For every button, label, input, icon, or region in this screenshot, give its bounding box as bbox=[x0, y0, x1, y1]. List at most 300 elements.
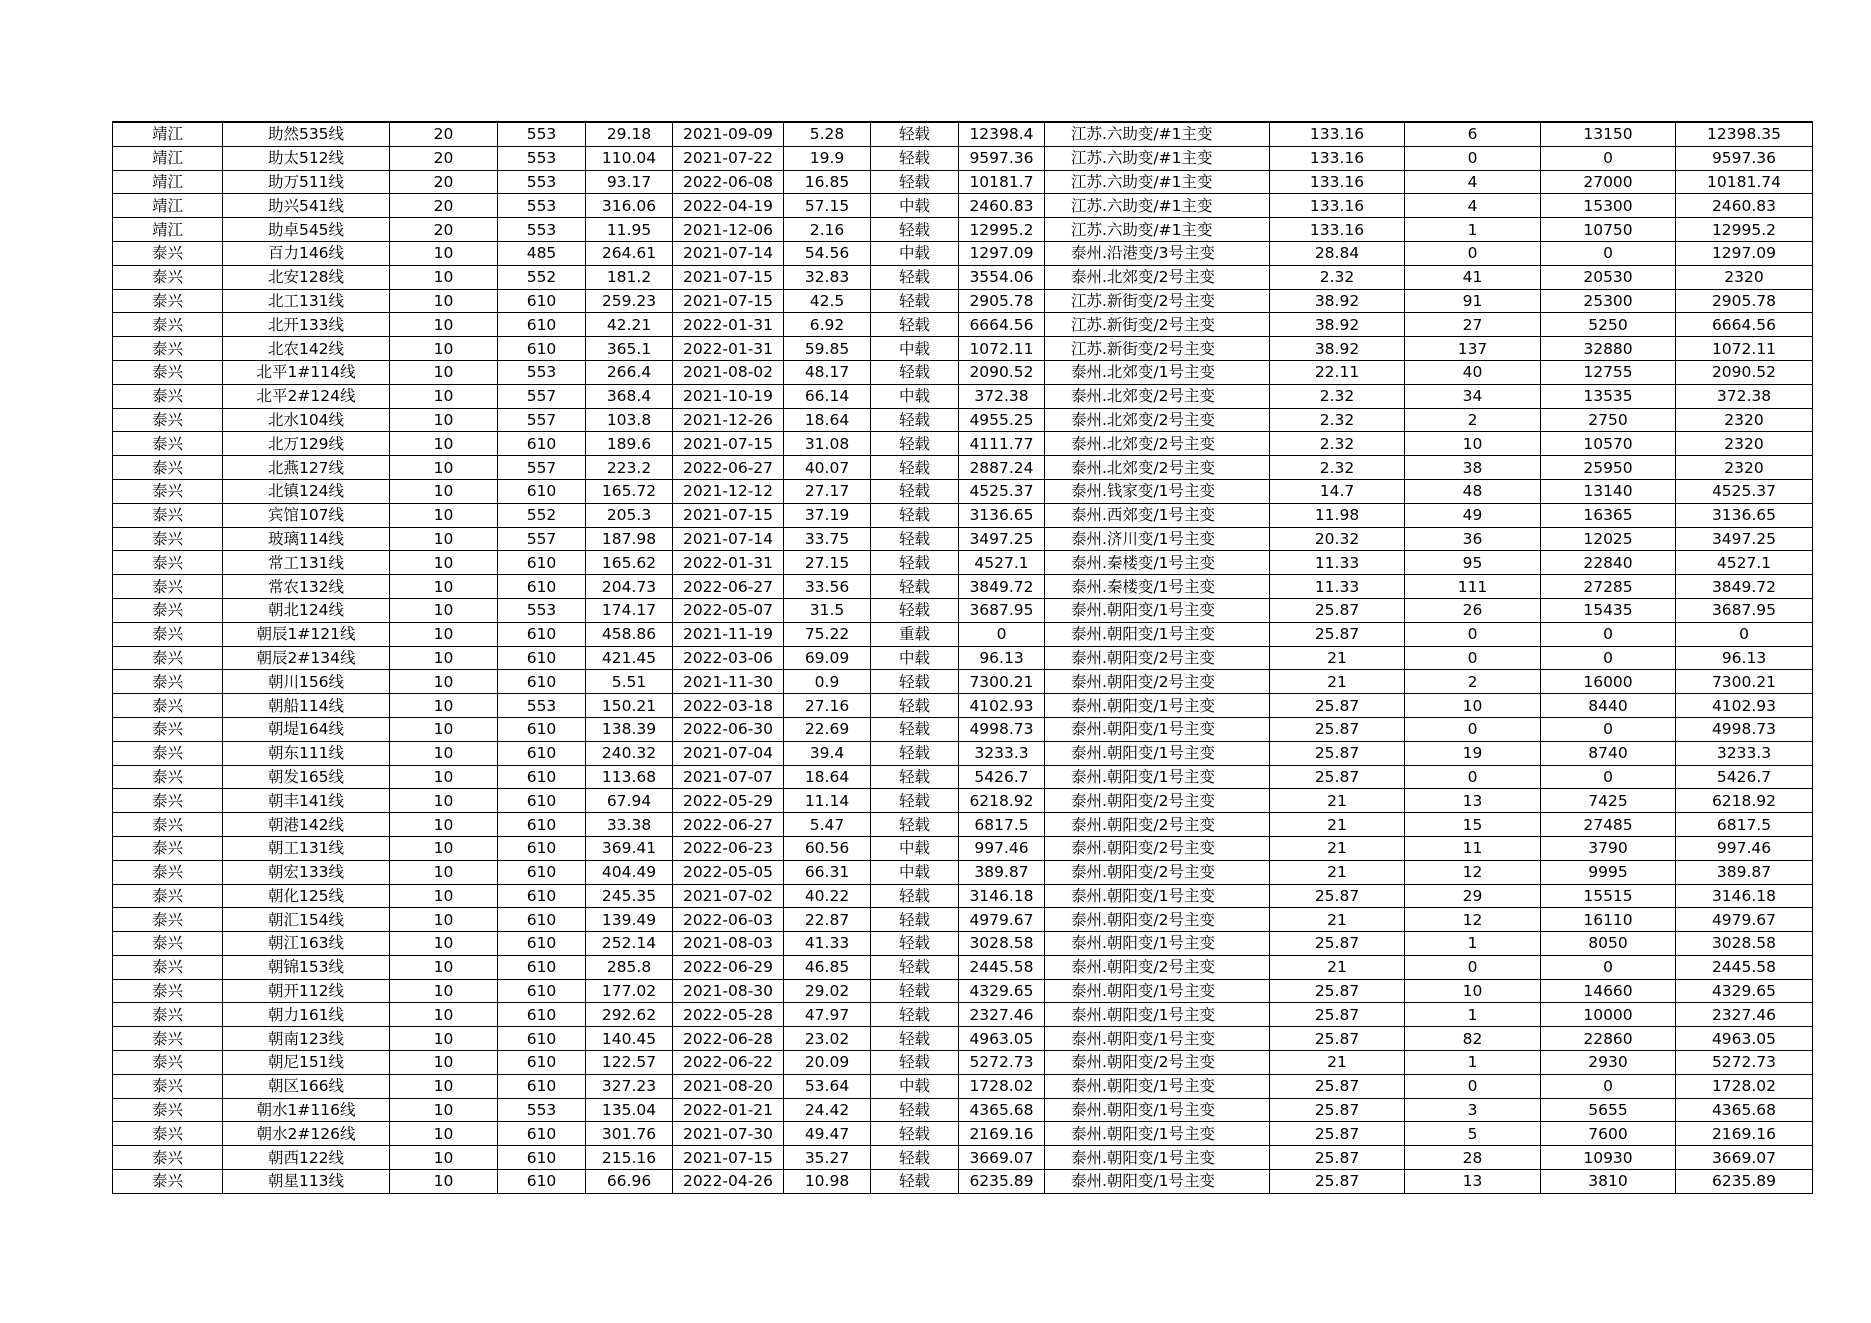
cell-load-rate: 2.16 bbox=[784, 218, 871, 242]
table-row bbox=[113, 741, 1813, 765]
cell-date: 2021-11-30 bbox=[673, 670, 784, 694]
cell-voltage-level: 10 bbox=[390, 479, 498, 503]
cell-current: 113.68 bbox=[586, 765, 673, 789]
cell-user-count: 0 bbox=[1405, 765, 1541, 789]
cell-load-rate: 27.15 bbox=[784, 551, 871, 575]
cell-available-capacity: 5272.73 bbox=[1676, 1051, 1813, 1075]
cell-transformer-capacity: 25.87 bbox=[1270, 694, 1405, 718]
cell-remaining-capacity: 3136.65 bbox=[959, 503, 1045, 527]
cell-load-rate: 66.31 bbox=[784, 860, 871, 884]
cell-installed-capacity: 0 bbox=[1541, 765, 1676, 789]
cell-transformer-capacity: 25.87 bbox=[1270, 765, 1405, 789]
cell-voltage-level: 10 bbox=[390, 979, 498, 1003]
cell-current: 223.2 bbox=[586, 456, 673, 480]
cell-remaining-capacity: 1297.09 bbox=[959, 241, 1045, 265]
cell-installed-capacity: 10930 bbox=[1541, 1146, 1676, 1170]
cell-date: 2021-07-14 bbox=[673, 527, 784, 551]
cell-load-rate: 18.64 bbox=[784, 765, 871, 789]
cell-user-count: 28 bbox=[1405, 1146, 1541, 1170]
table-row bbox=[113, 908, 1813, 932]
cell-current: 42.21 bbox=[586, 313, 673, 337]
cell-region: 泰兴 bbox=[113, 1003, 223, 1027]
cell-remaining-capacity: 2887.24 bbox=[959, 456, 1045, 480]
cell-voltage-level: 10 bbox=[390, 694, 498, 718]
cell-installed-capacity: 20530 bbox=[1541, 265, 1676, 289]
cell-date: 2022-05-05 bbox=[673, 860, 784, 884]
cell-wire-type: 553 bbox=[498, 122, 586, 146]
cell-region: 泰兴 bbox=[113, 1122, 223, 1146]
cell-installed-capacity: 13535 bbox=[1541, 384, 1676, 408]
cell-region: 泰兴 bbox=[113, 265, 223, 289]
cell-transformer-capacity: 2.32 bbox=[1270, 384, 1405, 408]
cell-current: 245.35 bbox=[586, 884, 673, 908]
cell-current: 165.62 bbox=[586, 551, 673, 575]
cell-wire-type: 610 bbox=[498, 860, 586, 884]
cell-transformer: 泰州.朝阳变/1号主变 bbox=[1045, 1074, 1270, 1098]
cell-user-count: 38 bbox=[1405, 456, 1541, 480]
cell-remaining-capacity: 7300.21 bbox=[959, 670, 1045, 694]
table-row bbox=[113, 979, 1813, 1003]
cell-transformer: 江苏.六助变/#1主变 bbox=[1045, 218, 1270, 242]
cell-remaining-capacity: 4102.93 bbox=[959, 694, 1045, 718]
cell-current: 365.1 bbox=[586, 337, 673, 361]
cell-date: 2022-03-06 bbox=[673, 646, 784, 670]
cell-transformer-capacity: 14.7 bbox=[1270, 479, 1405, 503]
cell-available-capacity: 7300.21 bbox=[1676, 670, 1813, 694]
cell-date: 2022-06-27 bbox=[673, 813, 784, 837]
cell-voltage-level: 20 bbox=[390, 194, 498, 218]
cell-load-status: 重载 bbox=[871, 622, 959, 646]
cell-user-count: 5 bbox=[1405, 1122, 1541, 1146]
cell-date: 2022-05-29 bbox=[673, 789, 784, 813]
table-row bbox=[113, 789, 1813, 813]
cell-transformer-capacity: 21 bbox=[1270, 1051, 1405, 1075]
cell-region: 泰兴 bbox=[113, 1170, 223, 1194]
cell-wire-type: 610 bbox=[498, 1122, 586, 1146]
cell-user-count: 4 bbox=[1405, 170, 1541, 194]
cell-transformer-capacity: 25.87 bbox=[1270, 1146, 1405, 1170]
cell-available-capacity: 2320 bbox=[1676, 265, 1813, 289]
cell-region: 靖江 bbox=[113, 170, 223, 194]
cell-load-status: 轻载 bbox=[871, 575, 959, 599]
cell-region: 泰兴 bbox=[113, 479, 223, 503]
table-row bbox=[113, 1003, 1813, 1027]
cell-date: 2021-12-12 bbox=[673, 479, 784, 503]
cell-line-name: 北水104线 bbox=[223, 408, 390, 432]
cell-region: 泰兴 bbox=[113, 670, 223, 694]
cell-transformer: 泰州.朝阳变/1号主变 bbox=[1045, 1003, 1270, 1027]
cell-line-name: 助太512线 bbox=[223, 146, 390, 170]
cell-current: 458.86 bbox=[586, 622, 673, 646]
cell-transformer: 江苏.六助变/#1主变 bbox=[1045, 122, 1270, 146]
cell-transformer: 泰州.北郊变/2号主变 bbox=[1045, 456, 1270, 480]
cell-region: 泰兴 bbox=[113, 241, 223, 265]
cell-wire-type: 610 bbox=[498, 741, 586, 765]
cell-region: 泰兴 bbox=[113, 456, 223, 480]
cell-transformer-capacity: 133.16 bbox=[1270, 146, 1405, 170]
cell-remaining-capacity: 5272.73 bbox=[959, 1051, 1045, 1075]
cell-transformer-capacity: 22.11 bbox=[1270, 360, 1405, 384]
cell-line-name: 朝东111线 bbox=[223, 741, 390, 765]
cell-date: 2022-06-08 bbox=[673, 170, 784, 194]
cell-transformer: 泰州.朝阳变/1号主变 bbox=[1045, 598, 1270, 622]
cell-transformer-capacity: 21 bbox=[1270, 860, 1405, 884]
cell-wire-type: 553 bbox=[498, 218, 586, 242]
cell-available-capacity: 1728.02 bbox=[1676, 1074, 1813, 1098]
cell-wire-type: 610 bbox=[498, 717, 586, 741]
cell-installed-capacity: 25950 bbox=[1541, 456, 1676, 480]
cell-voltage-level: 10 bbox=[390, 813, 498, 837]
cell-transformer-capacity: 11.98 bbox=[1270, 503, 1405, 527]
cell-voltage-level: 10 bbox=[390, 741, 498, 765]
cell-available-capacity: 4365.68 bbox=[1676, 1098, 1813, 1122]
cell-load-status: 中载 bbox=[871, 1074, 959, 1098]
cell-line-name: 常工131线 bbox=[223, 551, 390, 575]
cell-voltage-level: 10 bbox=[390, 789, 498, 813]
cell-available-capacity: 4329.65 bbox=[1676, 979, 1813, 1003]
cell-transformer: 泰州.朝阳变/1号主变 bbox=[1045, 1098, 1270, 1122]
cell-region: 泰兴 bbox=[113, 979, 223, 1003]
cell-installed-capacity: 2750 bbox=[1541, 408, 1676, 432]
cell-load-status: 轻载 bbox=[871, 146, 959, 170]
cell-wire-type: 610 bbox=[498, 765, 586, 789]
cell-available-capacity: 4963.05 bbox=[1676, 1027, 1813, 1051]
cell-remaining-capacity: 6218.92 bbox=[959, 789, 1045, 813]
cell-current: 33.38 bbox=[586, 813, 673, 837]
cell-date: 2021-08-20 bbox=[673, 1074, 784, 1098]
cell-voltage-level: 10 bbox=[390, 265, 498, 289]
cell-current: 29.18 bbox=[586, 122, 673, 146]
cell-installed-capacity: 3790 bbox=[1541, 836, 1676, 860]
cell-wire-type: 610 bbox=[498, 1003, 586, 1027]
cell-current: 421.45 bbox=[586, 646, 673, 670]
cell-remaining-capacity: 10181.7 bbox=[959, 170, 1045, 194]
cell-remaining-capacity: 2169.16 bbox=[959, 1122, 1045, 1146]
cell-load-status: 轻载 bbox=[871, 170, 959, 194]
cell-line-name: 朝北124线 bbox=[223, 598, 390, 622]
cell-load-rate: 23.02 bbox=[784, 1027, 871, 1051]
cell-voltage-level: 10 bbox=[390, 1146, 498, 1170]
cell-region: 泰兴 bbox=[113, 955, 223, 979]
cell-installed-capacity: 27000 bbox=[1541, 170, 1676, 194]
cell-load-rate: 57.15 bbox=[784, 194, 871, 218]
cell-line-name: 朝西122线 bbox=[223, 1146, 390, 1170]
cell-transformer-capacity: 133.16 bbox=[1270, 194, 1405, 218]
cell-transformer-capacity: 21 bbox=[1270, 646, 1405, 670]
cell-load-rate: 66.14 bbox=[784, 384, 871, 408]
cell-region: 泰兴 bbox=[113, 337, 223, 361]
cell-transformer-capacity: 38.92 bbox=[1270, 289, 1405, 313]
cell-load-rate: 47.97 bbox=[784, 1003, 871, 1027]
cell-wire-type: 610 bbox=[498, 1051, 586, 1075]
cell-date: 2022-06-30 bbox=[673, 717, 784, 741]
cell-available-capacity: 4527.1 bbox=[1676, 551, 1813, 575]
cell-current: 140.45 bbox=[586, 1027, 673, 1051]
cell-transformer: 江苏.新街变/2号主变 bbox=[1045, 313, 1270, 337]
table-row bbox=[113, 622, 1813, 646]
cell-region: 泰兴 bbox=[113, 503, 223, 527]
cell-line-name: 北农142线 bbox=[223, 337, 390, 361]
cell-transformer: 江苏.六助变/#1主变 bbox=[1045, 146, 1270, 170]
cell-wire-type: 485 bbox=[498, 241, 586, 265]
cell-line-name: 朝水1#116线 bbox=[223, 1098, 390, 1122]
cell-remaining-capacity: 389.87 bbox=[959, 860, 1045, 884]
cell-region: 泰兴 bbox=[113, 408, 223, 432]
cell-transformer-capacity: 25.87 bbox=[1270, 1027, 1405, 1051]
cell-wire-type: 610 bbox=[498, 1146, 586, 1170]
cell-region: 泰兴 bbox=[113, 575, 223, 599]
cell-line-name: 朝尼151线 bbox=[223, 1051, 390, 1075]
cell-region: 泰兴 bbox=[113, 313, 223, 337]
cell-installed-capacity: 8740 bbox=[1541, 741, 1676, 765]
cell-voltage-level: 10 bbox=[390, 432, 498, 456]
cell-wire-type: 610 bbox=[498, 646, 586, 670]
cell-date: 2021-10-19 bbox=[673, 384, 784, 408]
cell-region: 泰兴 bbox=[113, 432, 223, 456]
cell-current: 205.3 bbox=[586, 503, 673, 527]
cell-load-rate: 22.87 bbox=[784, 908, 871, 932]
cell-installed-capacity: 0 bbox=[1541, 622, 1676, 646]
cell-load-rate: 22.69 bbox=[784, 717, 871, 741]
cell-user-count: 12 bbox=[1405, 860, 1541, 884]
table-row bbox=[113, 551, 1813, 575]
cell-line-name: 朝工131线 bbox=[223, 836, 390, 860]
cell-available-capacity: 2320 bbox=[1676, 432, 1813, 456]
cell-user-count: 111 bbox=[1405, 575, 1541, 599]
cell-current: 292.62 bbox=[586, 1003, 673, 1027]
cell-transformer: 泰州.朝阳变/2号主变 bbox=[1045, 836, 1270, 860]
cell-load-status: 中载 bbox=[871, 194, 959, 218]
cell-remaining-capacity: 2090.52 bbox=[959, 360, 1045, 384]
cell-date: 2021-07-15 bbox=[673, 503, 784, 527]
cell-load-status: 轻载 bbox=[871, 122, 959, 146]
cell-transformer-capacity: 21 bbox=[1270, 789, 1405, 813]
cell-wire-type: 553 bbox=[498, 598, 586, 622]
cell-installed-capacity: 15515 bbox=[1541, 884, 1676, 908]
cell-user-count: 29 bbox=[1405, 884, 1541, 908]
cell-transformer: 泰州.朝阳变/2号主变 bbox=[1045, 955, 1270, 979]
cell-transformer: 泰州.秦楼变/1号主变 bbox=[1045, 551, 1270, 575]
cell-region: 泰兴 bbox=[113, 360, 223, 384]
table-row bbox=[113, 432, 1813, 456]
cell-load-status: 轻载 bbox=[871, 979, 959, 1003]
cell-available-capacity: 6817.5 bbox=[1676, 813, 1813, 837]
cell-load-rate: 41.33 bbox=[784, 932, 871, 956]
cell-transformer: 泰州.朝阳变/2号主变 bbox=[1045, 670, 1270, 694]
cell-load-rate: 33.75 bbox=[784, 527, 871, 551]
cell-line-name: 朝江163线 bbox=[223, 932, 390, 956]
cell-line-name: 朝宏133线 bbox=[223, 860, 390, 884]
cell-voltage-level: 10 bbox=[390, 598, 498, 622]
cell-installed-capacity: 32880 bbox=[1541, 337, 1676, 361]
cell-load-rate: 40.07 bbox=[784, 456, 871, 480]
cell-region: 泰兴 bbox=[113, 289, 223, 313]
cell-load-rate: 48.17 bbox=[784, 360, 871, 384]
cell-region: 泰兴 bbox=[113, 598, 223, 622]
cell-date: 2021-07-15 bbox=[673, 265, 784, 289]
table-row bbox=[113, 717, 1813, 741]
cell-voltage-level: 20 bbox=[390, 218, 498, 242]
cell-current: 138.39 bbox=[586, 717, 673, 741]
cell-date: 2022-01-21 bbox=[673, 1098, 784, 1122]
cell-date: 2022-01-31 bbox=[673, 551, 784, 575]
cell-line-name: 北万129线 bbox=[223, 432, 390, 456]
cell-wire-type: 553 bbox=[498, 146, 586, 170]
table-row bbox=[113, 1074, 1813, 1098]
cell-current: 103.8 bbox=[586, 408, 673, 432]
table-row bbox=[113, 598, 1813, 622]
table-row bbox=[113, 646, 1813, 670]
cell-available-capacity: 3849.72 bbox=[1676, 575, 1813, 599]
cell-remaining-capacity: 3028.58 bbox=[959, 932, 1045, 956]
table-row bbox=[113, 860, 1813, 884]
cell-transformer: 泰州.朝阳变/1号主变 bbox=[1045, 765, 1270, 789]
cell-transformer-capacity: 25.87 bbox=[1270, 741, 1405, 765]
cell-region: 泰兴 bbox=[113, 1051, 223, 1075]
cell-load-rate: 11.14 bbox=[784, 789, 871, 813]
cell-wire-type: 610 bbox=[498, 1027, 586, 1051]
cell-remaining-capacity: 4329.65 bbox=[959, 979, 1045, 1003]
cell-line-name: 朝锦153线 bbox=[223, 955, 390, 979]
cell-date: 2021-11-19 bbox=[673, 622, 784, 646]
cell-transformer-capacity: 25.87 bbox=[1270, 1003, 1405, 1027]
cell-line-name: 朝力161线 bbox=[223, 1003, 390, 1027]
cell-user-count: 15 bbox=[1405, 813, 1541, 837]
cell-user-count: 82 bbox=[1405, 1027, 1541, 1051]
cell-date: 2021-12-06 bbox=[673, 218, 784, 242]
cell-installed-capacity: 0 bbox=[1541, 1074, 1676, 1098]
cell-transformer: 泰州.北郊变/2号主变 bbox=[1045, 432, 1270, 456]
cell-transformer-capacity: 25.87 bbox=[1270, 1098, 1405, 1122]
cell-remaining-capacity: 1072.11 bbox=[959, 337, 1045, 361]
cell-wire-type: 610 bbox=[498, 836, 586, 860]
cell-transformer: 泰州.朝阳变/1号主变 bbox=[1045, 717, 1270, 741]
cell-region: 泰兴 bbox=[113, 932, 223, 956]
cell-region: 泰兴 bbox=[113, 813, 223, 837]
cell-remaining-capacity: 12995.2 bbox=[959, 218, 1045, 242]
table-row bbox=[113, 194, 1813, 218]
cell-user-count: 27 bbox=[1405, 313, 1541, 337]
cell-user-count: 19 bbox=[1405, 741, 1541, 765]
cell-current: 369.41 bbox=[586, 836, 673, 860]
cell-transformer-capacity: 2.32 bbox=[1270, 432, 1405, 456]
cell-date: 2021-07-02 bbox=[673, 884, 784, 908]
cell-transformer-capacity: 2.32 bbox=[1270, 408, 1405, 432]
cell-available-capacity: 4979.67 bbox=[1676, 908, 1813, 932]
cell-region: 靖江 bbox=[113, 122, 223, 146]
feeder-load-table bbox=[112, 121, 1813, 1194]
cell-installed-capacity: 0 bbox=[1541, 241, 1676, 265]
cell-installed-capacity: 16365 bbox=[1541, 503, 1676, 527]
cell-current: 174.17 bbox=[586, 598, 673, 622]
cell-load-rate: 31.08 bbox=[784, 432, 871, 456]
cell-current: 266.4 bbox=[586, 360, 673, 384]
cell-user-count: 10 bbox=[1405, 694, 1541, 718]
cell-region: 泰兴 bbox=[113, 551, 223, 575]
cell-voltage-level: 10 bbox=[390, 337, 498, 361]
cell-load-rate: 40.22 bbox=[784, 884, 871, 908]
cell-wire-type: 610 bbox=[498, 932, 586, 956]
cell-available-capacity: 2320 bbox=[1676, 408, 1813, 432]
cell-line-name: 朝区166线 bbox=[223, 1074, 390, 1098]
cell-user-count: 34 bbox=[1405, 384, 1541, 408]
cell-line-name: 朝化125线 bbox=[223, 884, 390, 908]
cell-wire-type: 610 bbox=[498, 479, 586, 503]
table-row bbox=[113, 765, 1813, 789]
cell-voltage-level: 10 bbox=[390, 1027, 498, 1051]
cell-user-count: 1 bbox=[1405, 1051, 1541, 1075]
cell-region: 泰兴 bbox=[113, 789, 223, 813]
cell-remaining-capacity: 3233.3 bbox=[959, 741, 1045, 765]
cell-load-rate: 33.56 bbox=[784, 575, 871, 599]
cell-line-name: 朝辰1#121线 bbox=[223, 622, 390, 646]
cell-load-rate: 16.85 bbox=[784, 170, 871, 194]
cell-user-count: 1 bbox=[1405, 932, 1541, 956]
cell-region: 泰兴 bbox=[113, 741, 223, 765]
table-row bbox=[113, 527, 1813, 551]
cell-load-rate: 69.09 bbox=[784, 646, 871, 670]
cell-transformer-capacity: 11.33 bbox=[1270, 551, 1405, 575]
cell-wire-type: 610 bbox=[498, 289, 586, 313]
cell-date: 2021-08-30 bbox=[673, 979, 784, 1003]
cell-line-name: 常农132线 bbox=[223, 575, 390, 599]
cell-line-name: 朝船114线 bbox=[223, 694, 390, 718]
cell-available-capacity: 6218.92 bbox=[1676, 789, 1813, 813]
cell-user-count: 2 bbox=[1405, 670, 1541, 694]
cell-wire-type: 610 bbox=[498, 813, 586, 837]
table-row bbox=[113, 146, 1813, 170]
cell-voltage-level: 10 bbox=[390, 622, 498, 646]
cell-transformer-capacity: 133.16 bbox=[1270, 170, 1405, 194]
cell-user-count: 1 bbox=[1405, 218, 1541, 242]
cell-transformer-capacity: 25.87 bbox=[1270, 622, 1405, 646]
cell-current: 189.6 bbox=[586, 432, 673, 456]
cell-transformer-capacity: 25.87 bbox=[1270, 884, 1405, 908]
cell-date: 2021-08-03 bbox=[673, 932, 784, 956]
cell-load-status: 轻载 bbox=[871, 456, 959, 480]
cell-remaining-capacity: 372.38 bbox=[959, 384, 1045, 408]
cell-transformer: 泰州.朝阳变/1号主变 bbox=[1045, 1146, 1270, 1170]
cell-load-rate: 20.09 bbox=[784, 1051, 871, 1075]
cell-region: 泰兴 bbox=[113, 622, 223, 646]
cell-load-status: 中载 bbox=[871, 860, 959, 884]
cell-remaining-capacity: 4998.73 bbox=[959, 717, 1045, 741]
cell-date: 2022-06-03 bbox=[673, 908, 784, 932]
cell-wire-type: 610 bbox=[498, 551, 586, 575]
table-row bbox=[113, 1098, 1813, 1122]
cell-voltage-level: 10 bbox=[390, 836, 498, 860]
cell-load-status: 轻载 bbox=[871, 551, 959, 575]
cell-remaining-capacity: 4963.05 bbox=[959, 1027, 1045, 1051]
cell-region: 靖江 bbox=[113, 194, 223, 218]
cell-user-count: 0 bbox=[1405, 1074, 1541, 1098]
cell-wire-type: 553 bbox=[498, 360, 586, 384]
cell-load-rate: 49.47 bbox=[784, 1122, 871, 1146]
cell-transformer-capacity: 25.87 bbox=[1270, 979, 1405, 1003]
table-row bbox=[113, 813, 1813, 837]
cell-load-rate: 5.28 bbox=[784, 122, 871, 146]
cell-wire-type: 553 bbox=[498, 1098, 586, 1122]
cell-available-capacity: 1072.11 bbox=[1676, 337, 1813, 361]
cell-wire-type: 552 bbox=[498, 503, 586, 527]
cell-date: 2022-06-27 bbox=[673, 456, 784, 480]
table-row bbox=[113, 360, 1813, 384]
cell-load-status: 轻载 bbox=[871, 1170, 959, 1194]
cell-date: 2021-07-07 bbox=[673, 765, 784, 789]
cell-date: 2021-07-15 bbox=[673, 289, 784, 313]
cell-line-name: 助卓545线 bbox=[223, 218, 390, 242]
cell-region: 泰兴 bbox=[113, 384, 223, 408]
